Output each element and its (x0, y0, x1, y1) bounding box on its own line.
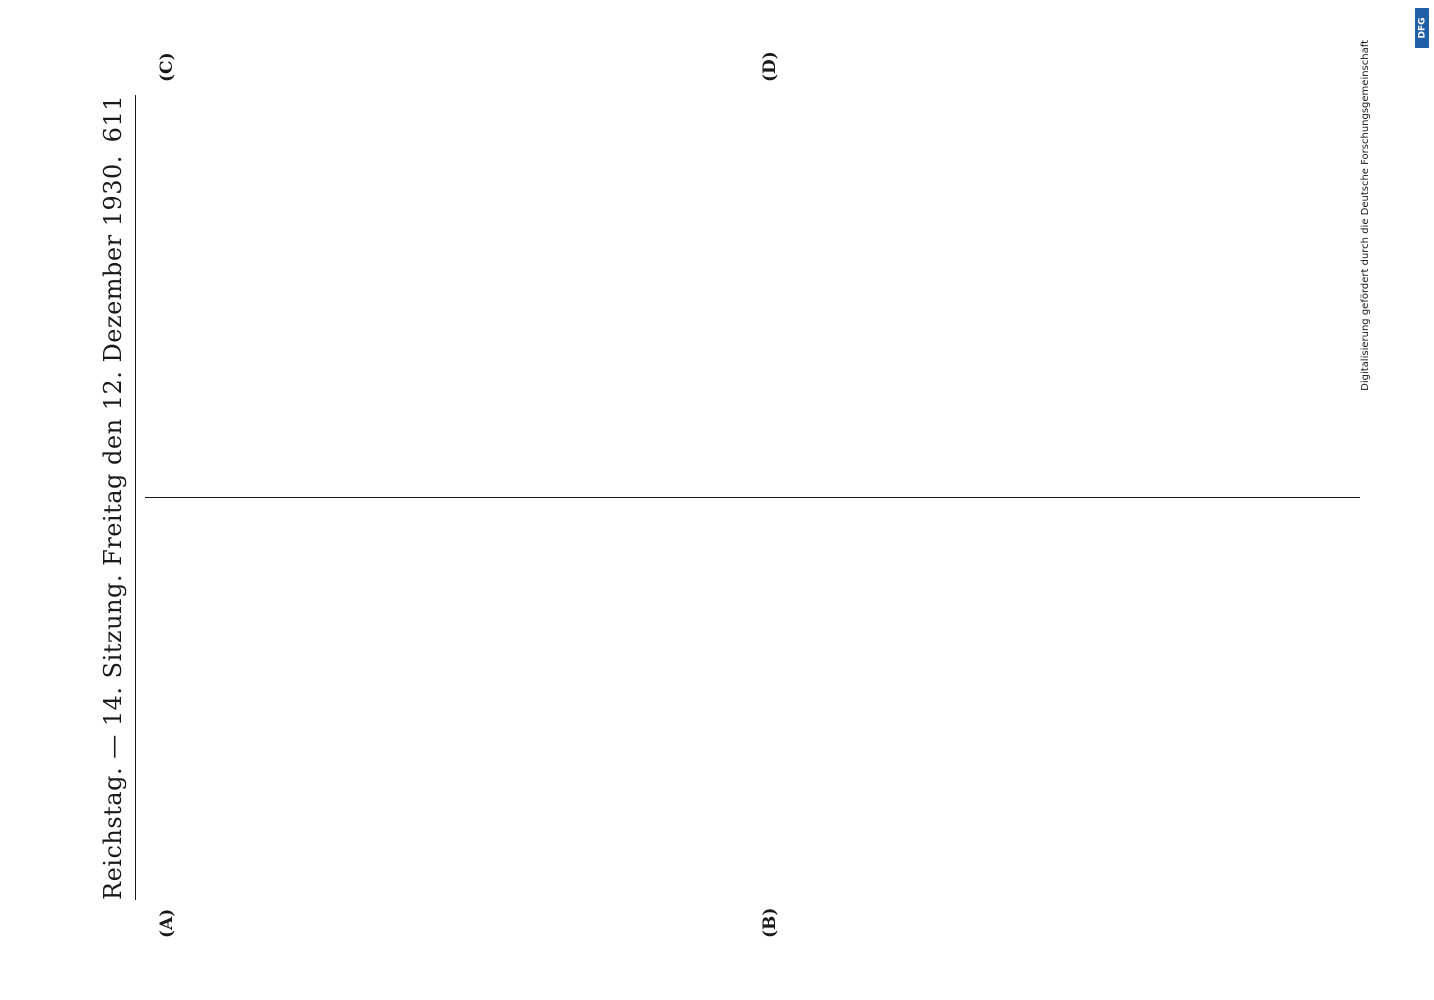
margin-marker-c: (C) (157, 52, 177, 82)
rotated-scan-page (75, 0, 1395, 1000)
running-head (99, 95, 135, 900)
column-divider (145, 497, 1360, 498)
margin-marker-d: (D) (760, 51, 780, 82)
text-column-left (147, 510, 1357, 900)
dfg-logo-badge (1415, 8, 1429, 48)
margin-marker-b: (B) (760, 907, 780, 938)
text-column-right (147, 95, 1357, 485)
page-number: 611 (99, 95, 127, 143)
running-head-title: Reichstag. — 14. Sitzung. Freitag den 12. Dezember 1930. (99, 155, 127, 900)
digitization-credit: Digitalisierung gefördert durch die Deutsche Forschungsgemeinschaft (1360, 40, 1371, 391)
margin-marker-a: (A) (157, 908, 177, 938)
dfg-logo-text: DFG (1417, 17, 1428, 39)
header-rule (135, 95, 136, 900)
